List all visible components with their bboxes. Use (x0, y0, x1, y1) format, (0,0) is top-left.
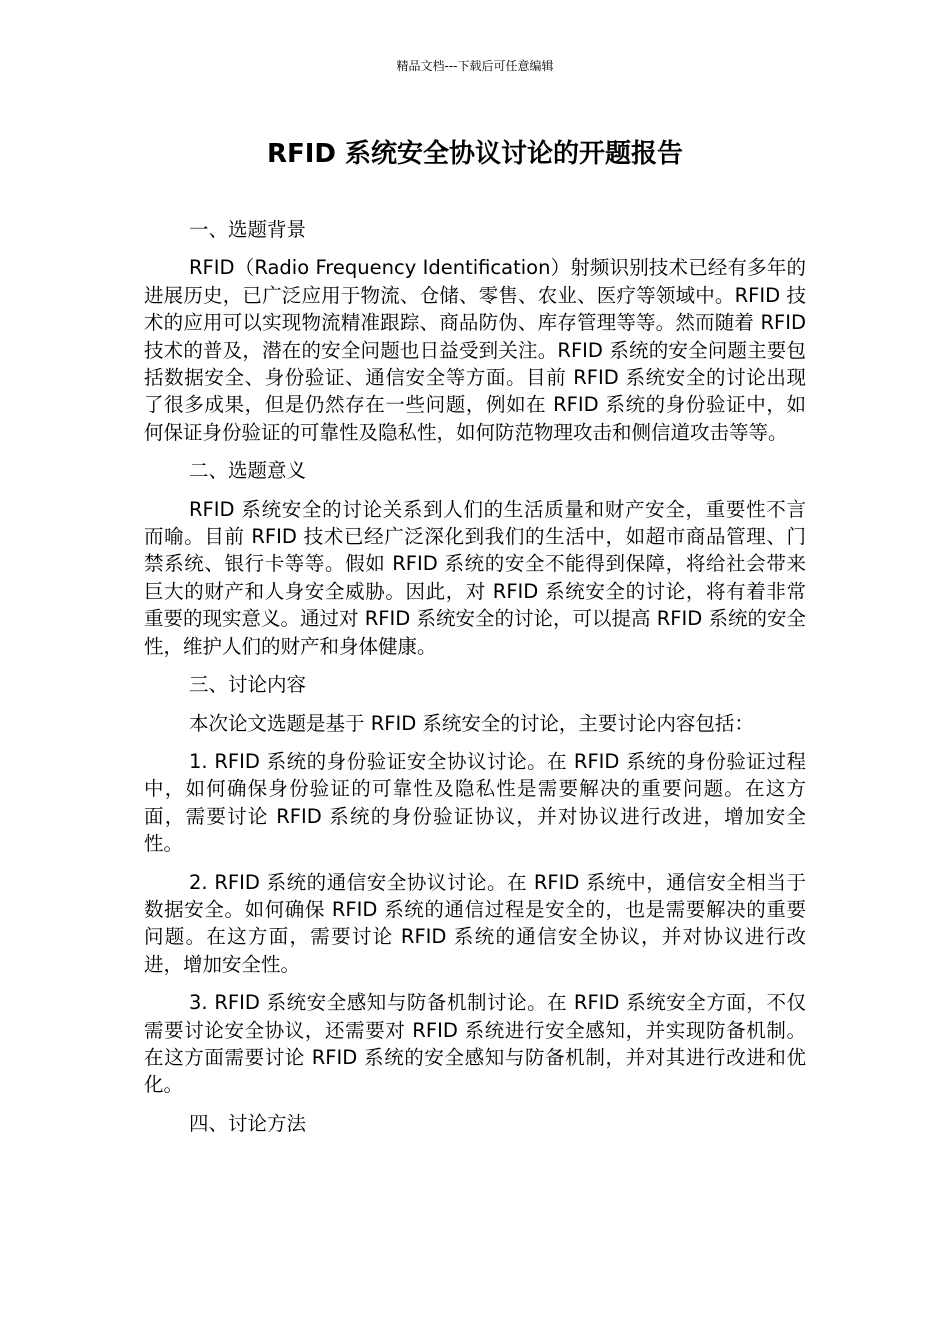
paragraph-content-item-2: 2. RFID 系统的通信安全协议讨论。在 RFID 系统中，通信安全相当于数据安全。如何确保 RFID 系统的通信过程是安全的，也是需要解决的重要问题。在这方面，需要讨论 RFID 系统的通信安全协议，并对协议进行改进，增加安全性。 (144, 870, 806, 976)
section-heading-background: 一、选题背景 (189, 218, 307, 241)
section-heading-method: 四、讨论方法 (189, 1111, 307, 1135)
section-heading-significance: 二、选题意义 (189, 459, 307, 483)
paragraph-significance: RFID 系统安全的讨论关系到人们的生活质量和财产安全，重要性不言而喻。目前 RFID 技术已经广泛深化到我们的生活中，如超市商品管理、门禁系统、银行卡等等。假如 RFID 系统的安全不能得到保障，将给社会带来巨大的财产和人身安全威胁。因此，对 RFID 系统安全的讨论，将有着非常重要的现实意义。通过对 RFID 系统安全的讨论，可以提高 RFID 系统的安全性，维护人们的财产和身体健康。 (144, 497, 806, 658)
section-heading-content: 三、讨论内容 (189, 673, 307, 697)
paragraph-content-item-3: 3. RFID 系统安全感知与防备机制讨论。在 RFID 系统安全方面，不仅需要讨论安全协议，还需要对 RFID 系统进行安全感知，并实现防备机制。在这方面需要讨论 RFID 系统的安全感知与防备机制，并对其进行改进和优化。 (144, 991, 806, 1097)
paragraph-content-intro: 本次论文选题是基于 RFID 系统安全的讨论，主要讨论内容包括： (189, 711, 754, 735)
paragraph-background: RFID（Radio Frequency Identification）射频识别技术已经有多年的进展历史，已广泛应用于物流、仓储、零售、农业、医疗等领域中。RFID 技术的应用可以实现物流精准跟踪、商品防伪、库存管理等等。然而随着 RFID 技术的普及，潜在的安全问题也日益受到关注。RFID 系统的安全问题主要包括数据安全、身份验证、通信安全等方面。目前 RFID 系统安全的讨论出现了很多成果，但是仍然存在一些问题，例如在 RFID 系统的身份验证中，如何保证身份验证的可靠性及隐私性，如何防范物理攻击和侧信道攻击等等。 (144, 256, 806, 444)
document-header-note: 精品文档---下载后可任意编辑 (396, 59, 554, 73)
paragraph-content-item-1: 1. RFID 系统的身份验证安全协议讨论。在 RFID 系统的身份验证过程中，如何确保身份验证的可靠性及隐私性是需要解决的重要问题。在这方面，需要讨论 RFID 系统的身份验证协议，并对协议进行改进，增加安全性。 (144, 749, 806, 856)
document-title: RFID 系统安全协议讨论的开题报告 (266, 139, 684, 169)
document-body (144, 216, 806, 1148)
